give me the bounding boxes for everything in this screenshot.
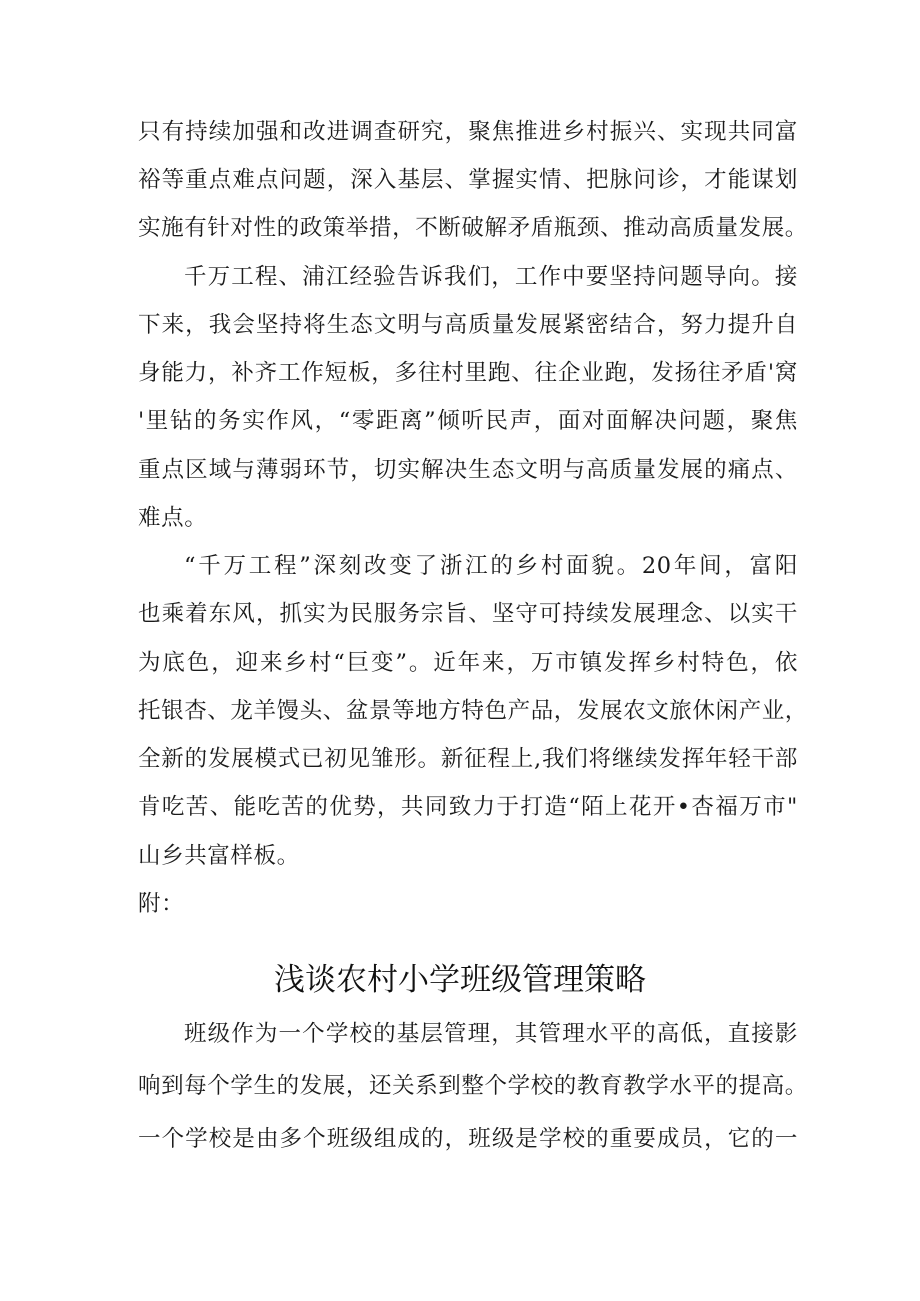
paragraph-3-line-1: “千万工程”深刻改变了浙江的乡村面貌。20年间，富阳: [184, 553, 798, 579]
paragraph-2-line-5: 重点区域与薄弱环节，切实解决生态文明与高质量发展的痛点、: [138, 457, 798, 483]
paragraph-4-line-3: 一个学校是由多个班级组成的，班级是学校的重要成员，它的一: [138, 1126, 798, 1152]
paragraph-4-line-2: 响到每个学生的发展，还关系到整个学校的教育教学水平的提高。: [138, 1073, 808, 1099]
paragraph-1-line-3: 实施有针对性的政策举措，不断破解矛盾瓶颈、推动高质量发展。: [138, 215, 808, 241]
paragraph-3-line-6: 肯吃苦、能吃苦的优势，共同致力于打造“陌上花开•杏福万市": [138, 794, 798, 820]
paragraph-3-line-2: 也乘着东风，抓实为民服务宗旨、坚守可持续发展理念、以实干: [138, 601, 798, 627]
paragraph-1-line-1: 只有持续加强和改进调查研究，聚焦推进乡村振兴、实现共同富: [138, 119, 798, 145]
paragraph-2-line-2: 下来，我会坚持将生态文明与高质量发展紧密结合，努力提升自: [138, 312, 798, 338]
paragraph-4-line-1: 班级作为一个学校的基层管理，其管理水平的高低，直接影: [184, 1021, 798, 1047]
appendix-label: 附：: [138, 891, 185, 917]
paragraph-1-line-2: 裕等重点难点问题，深入基层、掌握实情、把脉问诊，才能谋划: [138, 167, 798, 193]
paragraph-2-line-4: '里钻的务实作风，“零距离”倾听民声，面对面解决问题，聚焦: [138, 408, 798, 434]
paragraph-3-line-7: 山乡共富样板。: [138, 843, 300, 869]
paragraph-2-line-1: 千万工程、浦江经验告诉我们，工作中要坚持问题导向。接: [184, 264, 798, 290]
paragraph-2-line-6: 难点。: [138, 505, 208, 531]
paragraph-3-line-4: 托银杏、龙羊馒头、盆景等地方特色产品，发展农文旅休闲产业，: [138, 698, 808, 724]
paragraph-2-line-3: 身能力，补齐工作短板，多往村里跑、往企业跑，发扬往矛盾'窝: [138, 360, 798, 386]
paragraph-3-line-5: 全新的发展模式已初见雏形。新征程上,我们将继续发挥年轻干部: [138, 746, 798, 772]
paragraph-3-line-3: 为底色，迎来乡村“巨变”。近年来，万市镇发挥乡村特色，依: [138, 650, 798, 676]
article-title: 浅谈农村小学班级管理策略: [274, 962, 646, 998]
